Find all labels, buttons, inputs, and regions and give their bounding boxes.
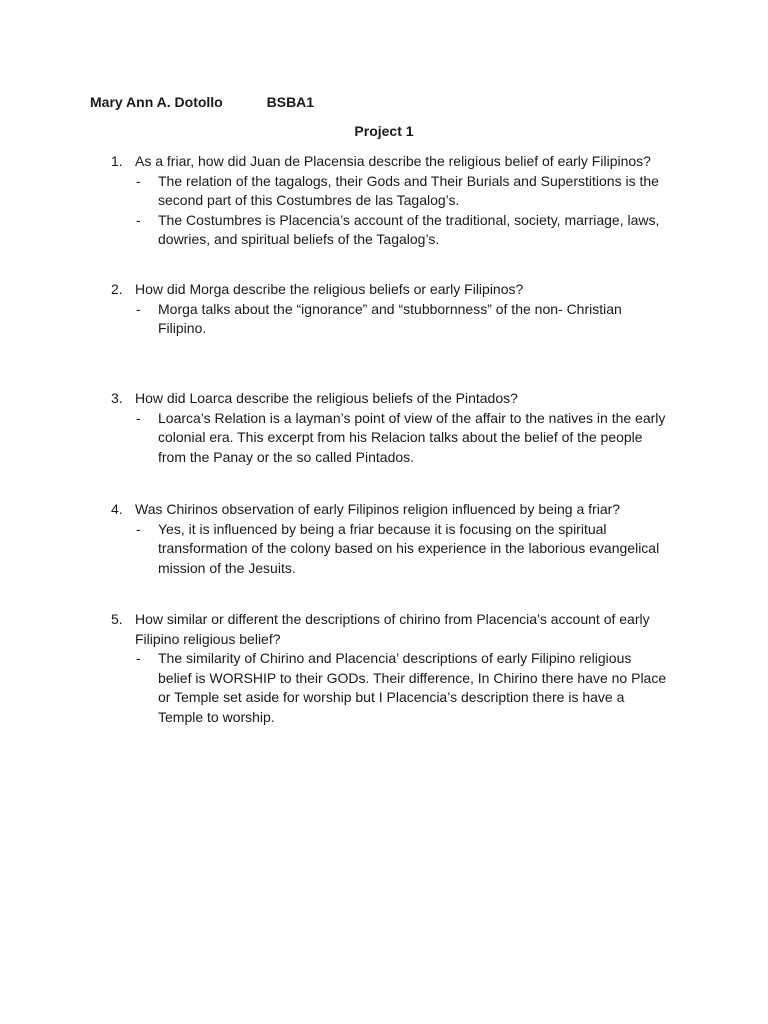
student-name: Mary Ann A. Dotollo	[90, 94, 223, 110]
answer-item	[136, 649, 668, 727]
answer-list	[108, 520, 668, 579]
answer-text: The relation of the tagalogs, their Gods and Their Burials and Superstitions is the second part of this Costumbres de las Tagalog’s.	[158, 172, 659, 208]
question-item-2	[108, 280, 668, 339]
bullet-dash: -	[136, 172, 141, 189]
question-text: Was Chirinos observation of early Filipinos religion influenced by being a friar?	[135, 501, 621, 517]
bullet-dash: -	[136, 211, 141, 228]
question-item-3	[108, 389, 668, 467]
answer-text: The similarity of Chirino and Placencia’ descriptions of early Filipino religious belief is WORSHIP to their GODs. Their difference, In Chirino there have no Place or Temple set aside for worship but I Placencia’s description there is have a Temple to worship.	[158, 650, 667, 725]
bullet-dash: -	[136, 520, 141, 537]
document-header	[90, 94, 314, 110]
question-number: 4.	[111, 501, 123, 517]
document-title: Project 1	[354, 123, 414, 139]
question-number: 3.	[111, 390, 123, 406]
answer-list	[108, 172, 668, 250]
answer-text: Morga talks about the “ignorance” and “stubbornness” of the non- Christian Filipino.	[158, 300, 622, 336]
answer-item	[136, 300, 668, 339]
answer-item	[136, 409, 668, 468]
answer-item	[136, 520, 668, 579]
question-text: How did Loarca describe the religious beliefs of the Pintados?	[135, 390, 518, 406]
answer-item	[136, 211, 668, 250]
question-number: 1.	[111, 153, 123, 169]
student-course: BSBA1	[266, 94, 315, 110]
question-text: As a friar, how did Juan de Placensia describe the religious belief of early Filipinos?	[135, 153, 651, 169]
answer-text: Yes, it is influenced by being a friar because it is focusing on the spiritual transformation of the colony based on his experience in the laborious evangelical mission of the Jesuits.	[158, 520, 660, 576]
answer-list	[108, 649, 668, 727]
answer-item	[136, 172, 668, 211]
question-item-4	[108, 500, 668, 578]
bullet-dash: -	[136, 409, 141, 426]
question-item-5	[108, 610, 668, 727]
answer-text: Loarca’s Relation is a layman’s point of view of the affair to the natives in the early colonial era. This excerpt from his Relacion talks about the belief of the people from the Panay or the so called Pintados.	[158, 409, 666, 465]
question-number: 2.	[111, 281, 123, 297]
question-text: How similar or different the descriptions of chirino from Placencia’s account of early Filipino religious belief?	[135, 611, 650, 647]
answer-list	[108, 300, 668, 339]
question-text: How did Morga describe the religious beliefs or early Filipinos?	[135, 281, 524, 297]
answer-list	[108, 409, 668, 468]
bullet-dash: -	[136, 650, 141, 666]
bullet-dash: -	[136, 300, 141, 317]
answer-text: The Costumbres is Placencia’s account of the traditional, society, marriage, laws, dowries, and spiritual beliefs of the Tagalog’s.	[158, 211, 660, 247]
question-number: 5.	[111, 611, 123, 627]
question-item-1	[108, 152, 668, 250]
